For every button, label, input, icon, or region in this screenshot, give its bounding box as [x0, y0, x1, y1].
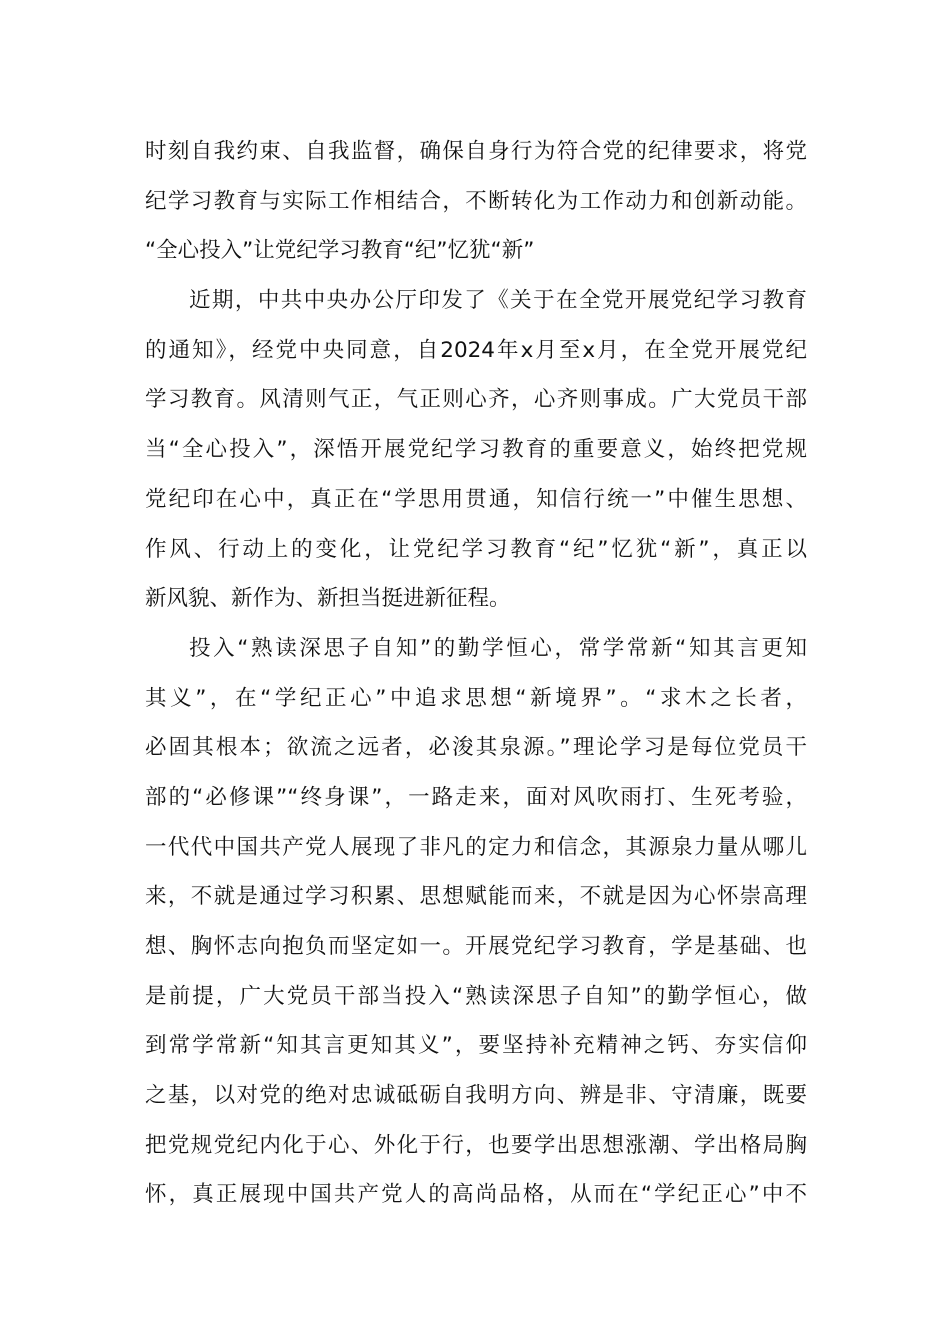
text-line: 的通知》，经党中央同意，自2024年x月至x月，在全党开展党纪: [145, 337, 807, 363]
paragraph: [145, 276, 807, 624]
text-line: 想、胸怀志向抱负而坚定如一。开展党纪学习教育，学是基础、也: [145, 934, 807, 959]
text-line: 当“全心投入”，深悟开展党纪学习教育的重要意义，始终把党规: [145, 437, 807, 463]
text-line: 把党规党纪内化于心、外化于行，也要学出思想涨潮、学出格局胸: [145, 1132, 807, 1158]
text-line: 投入“熟读深思子自知”的勤学恒心，常学常新“知其言更知: [189, 635, 807, 661]
text-line: 党纪印在心中，真正在“学思用贯通，知信行统一”中催生思想、: [145, 486, 807, 512]
text-line: 部的“必修课”“终身课”，一路走来，面对风吹雨打、生死考验，: [145, 784, 807, 810]
text-line: 作风、行动上的变化，让党纪学习教育“纪”忆犹“新”，真正以: [145, 536, 807, 562]
text-line: 之基，以对党的绝对忠诚砥砺自我明方向、辨是非、守清廉，既要: [145, 1083, 807, 1109]
text-line: 必固其根本；欲流之远者，必浚其泉源。”理论学习是每位党员干: [145, 735, 807, 761]
text-line: 学习教育。风清则气正，气正则心齐，心齐则事成。广大党员干部: [145, 387, 807, 413]
text-line: 到常学常新“知其言更知其义”，要坚持补充精神之钙、夯实信仰: [145, 1033, 807, 1059]
text-line: 近期，中共中央办公厅印发了《关于在全党开展党纪学习教育: [189, 288, 807, 314]
text-line: 纪学习教育与实际工作相结合，不断转化为工作动力和创新动能。: [145, 188, 807, 214]
text-line: 是前提，广大党员干部当投入“熟读深思子自知”的勤学恒心，做: [145, 983, 807, 1009]
section-heading: “全心投入”让党纪学习教育“纪”忆犹“新”: [145, 238, 535, 264]
document-body: [145, 127, 807, 1220]
text-line: 来，不就是通过学习积累、思想赋能而来，不就是因为心怀崇高理: [145, 884, 807, 910]
text-line: 新风貌、新作为、新担当挺进新征程。: [145, 586, 511, 612]
text-line: 一代代中国共产党人展现了非凡的定力和信念，其源泉力量从哪儿: [145, 834, 807, 860]
text-line: 时刻自我约束、自我监督，确保自身行为符合党的纪律要求，将党: [145, 139, 807, 164]
text-line: 怀，真正展现中国共产党人的高尚品格，从而在“学纪正心”中不: [145, 1182, 807, 1208]
text-line: 其义”，在“学纪正心”中追求思想“新境界”。“求木之长者，: [145, 685, 807, 711]
paragraph: [145, 624, 807, 1220]
paragraph: [145, 127, 807, 226]
